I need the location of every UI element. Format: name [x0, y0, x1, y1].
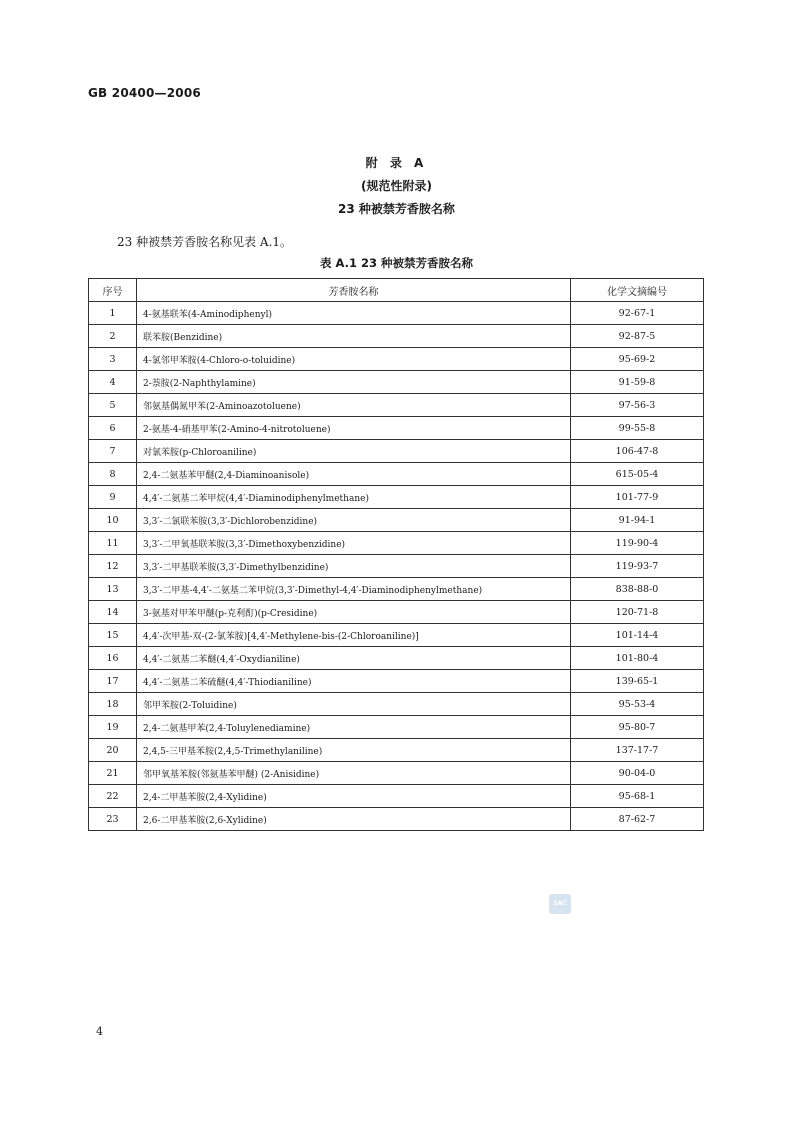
amine-name: 2-萘胺(2-Naphthylamine) [137, 371, 571, 394]
row-number: 17 [89, 670, 137, 693]
row-number: 10 [89, 509, 137, 532]
table-row [89, 302, 704, 325]
cas-number: 95-68-1 [571, 785, 704, 808]
watermark-logo: SAC [549, 894, 571, 914]
table-row [89, 417, 704, 440]
amine-name: 3,3′-二氯联苯胺(3,3′-Dichlorobenzidine) [137, 509, 571, 532]
amine-name: 2,4-二氨基甲苯(2,4-Toluylenediamine) [137, 716, 571, 739]
table-header-row [89, 279, 704, 302]
table-row [89, 463, 704, 486]
row-number: 22 [89, 785, 137, 808]
cas-number: 106-47-8 [571, 440, 704, 463]
banned-amines-table [88, 278, 704, 831]
amine-name: 2-氨基-4-硝基甲苯(2-Amino-4-nitrotoluene) [137, 417, 571, 440]
table-row [89, 509, 704, 532]
table-row [89, 739, 704, 762]
row-number: 5 [89, 394, 137, 417]
cas-number: 101-80-4 [571, 647, 704, 670]
row-number: 3 [89, 348, 137, 371]
table-body [89, 302, 704, 831]
row-number: 9 [89, 486, 137, 509]
table-row [89, 601, 704, 624]
row-number: 7 [89, 440, 137, 463]
amine-name: 4-氯邻甲苯胺(4-Chloro-o-toluidine) [137, 348, 571, 371]
cas-number: 87-62-7 [571, 808, 704, 831]
row-number: 8 [89, 463, 137, 486]
row-number: 20 [89, 739, 137, 762]
row-number: 23 [89, 808, 137, 831]
cas-number: 139-65-1 [571, 670, 704, 693]
amine-name: 3,3′-二甲基联苯胺(3,3′-Dimethylbenzidine) [137, 555, 571, 578]
row-number: 19 [89, 716, 137, 739]
row-number: 13 [89, 578, 137, 601]
cas-number: 95-80-7 [571, 716, 704, 739]
table-row [89, 578, 704, 601]
row-number: 6 [89, 417, 137, 440]
amine-name: 邻甲苯胺(2-Toluidine) [137, 693, 571, 716]
cas-number: 119-93-7 [571, 555, 704, 578]
amine-name: 4,4′-二氨基二苯硫醚(4,4′-Thiodianiline) [137, 670, 571, 693]
column-header-amine-name: 芳香胺名称 [137, 279, 571, 302]
table-row [89, 532, 704, 555]
row-number: 4 [89, 371, 137, 394]
column-header-number: 序号 [89, 279, 137, 302]
amine-name: 3-氨基对甲苯甲醚(p-克利酊)(p-Cresidine) [137, 601, 571, 624]
cas-number: 119-90-4 [571, 532, 704, 555]
amine-name: 3,3′-二甲基-4,4′-二氨基二苯甲烷(3,3′-Dimethyl-4,4′-Diaminodiphenylmethane) [137, 578, 571, 601]
amine-name: 邻氨基偶氮甲苯(2-Aminoazotoluene) [137, 394, 571, 417]
table-row [89, 762, 704, 785]
table-row [89, 371, 704, 394]
amine-name: 2,4-二甲基苯胺(2,4-Xylidine) [137, 785, 571, 808]
table-row [89, 670, 704, 693]
amine-name: 4,4′-二氨基二苯甲烷(4,4′-Diaminodiphenylmethane) [137, 486, 571, 509]
table-row [89, 440, 704, 463]
table-row [89, 394, 704, 417]
amine-name: 4-氨基联苯(4-Aminodiphenyl) [137, 302, 571, 325]
intro-paragraph: 23 种被禁芳香胺名称见表 A.1。 [117, 235, 293, 249]
amine-name: 4,4′-二氨基二苯醚(4,4′-Oxydianiline) [137, 647, 571, 670]
table-row [89, 325, 704, 348]
table-row [89, 716, 704, 739]
row-number: 1 [89, 302, 137, 325]
row-number: 2 [89, 325, 137, 348]
table-row [89, 624, 704, 647]
cas-number: 838-88-0 [571, 578, 704, 601]
table-row [89, 555, 704, 578]
cas-number: 95-53-4 [571, 693, 704, 716]
row-number: 21 [89, 762, 137, 785]
row-number: 14 [89, 601, 137, 624]
appendix-heading: 23 种被禁芳香胺名称 [338, 202, 455, 216]
appendix-subtitle: (规范性附录) [361, 179, 432, 193]
cas-number: 615-05-4 [571, 463, 704, 486]
appendix-title: 附 录 A [365, 156, 428, 170]
cas-number: 101-77-9 [571, 486, 704, 509]
table-row [89, 647, 704, 670]
amine-name: 2,4,5-三甲基苯胺(2,4,5-Trimethylaniline) [137, 739, 571, 762]
cas-number: 137-17-7 [571, 739, 704, 762]
cas-number: 101-14-4 [571, 624, 704, 647]
cas-number: 91-59-8 [571, 371, 704, 394]
amine-name: 联苯胺(Benzidine) [137, 325, 571, 348]
column-header-cas-number: 化学文摘编号 [571, 279, 704, 302]
amine-name: 3,3′-二甲氧基联苯胺(3,3′-Dimethoxybenzidine) [137, 532, 571, 555]
table-row [89, 808, 704, 831]
row-number: 12 [89, 555, 137, 578]
table-row [89, 785, 704, 808]
amine-name: 对氯苯胺(p-Chloroaniline) [137, 440, 571, 463]
amine-name: 邻甲氧基苯胺(邻氨基苯甲醚) (2-Anisidine) [137, 762, 571, 785]
table-row [89, 693, 704, 716]
row-number: 15 [89, 624, 137, 647]
amine-name: 4,4′-次甲基-双-(2-氯苯胺)[4,4′-Methylene-bis-(2-Chloroaniline)] [137, 624, 571, 647]
table-row [89, 348, 704, 371]
page-number: 4 [96, 1025, 103, 1038]
row-number: 18 [89, 693, 137, 716]
amine-name: 2,6-二甲基苯胺(2,6-Xylidine) [137, 808, 571, 831]
amine-name: 2,4-二氨基苯甲醚(2,4-Diaminoanisole) [137, 463, 571, 486]
cas-number: 91-94-1 [571, 509, 704, 532]
cas-number: 99-55-8 [571, 417, 704, 440]
cas-number: 97-56-3 [571, 394, 704, 417]
cas-number: 90-04-0 [571, 762, 704, 785]
cas-number: 95-69-2 [571, 348, 704, 371]
cas-number: 120-71-8 [571, 601, 704, 624]
table-row [89, 486, 704, 509]
table-caption: 表 A.1 23 种被禁芳香胺名称 [320, 256, 473, 270]
standard-number-header: GB 20400—2006 [88, 86, 201, 100]
row-number: 16 [89, 647, 137, 670]
row-number: 11 [89, 532, 137, 555]
cas-number: 92-67-1 [571, 302, 704, 325]
cas-number: 92-87-5 [571, 325, 704, 348]
